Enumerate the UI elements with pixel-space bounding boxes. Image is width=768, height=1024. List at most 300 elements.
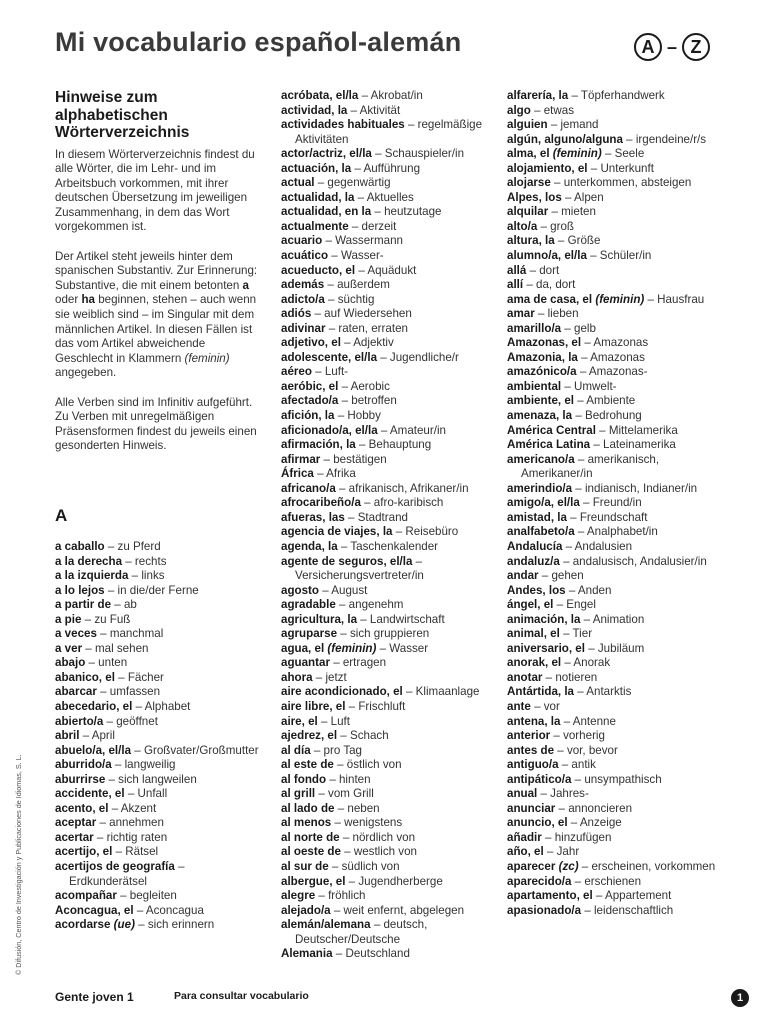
book-title: Gente joven 1 (55, 990, 134, 1004)
vocab-translation: geöffnet (116, 714, 158, 728)
vocab-entry (281, 773, 496, 788)
column-1 (55, 89, 260, 933)
vocab-entry (281, 671, 496, 686)
vocab-entry (281, 729, 496, 744)
vocab-translation: heutzutage (384, 205, 442, 219)
vocab-headword: accidente, el (55, 787, 125, 801)
vocab-headword: abuelo/a, el/la (55, 743, 132, 757)
vocab-headword: apasionado/a (507, 903, 582, 917)
vocab-translation: sich langweilen (118, 772, 197, 786)
vocab-translation: Jahr (556, 845, 580, 859)
vocab-translation: Aquädukt (367, 263, 417, 277)
vocab-entry (507, 642, 722, 657)
vocab-headword: aceptar (55, 816, 97, 830)
vocab-headword: africano/a (281, 481, 336, 495)
vocab-headword: a caballo (55, 539, 105, 553)
vocab-separator: – (311, 307, 325, 321)
vocab-translation: Jahres- (550, 787, 589, 801)
vocab-separator: – (347, 103, 360, 117)
vocab-separator: – (357, 612, 370, 626)
vocab-translation: richtig raten (106, 830, 168, 844)
vocab-entry (507, 409, 722, 424)
vocab-entry (281, 642, 496, 657)
vocab-headword: abarcar (55, 685, 97, 699)
vocab-headword: animación, la (507, 612, 581, 626)
vocab-headword: aficionado/a, el/la (281, 423, 378, 437)
vocab-entry (507, 758, 722, 773)
vocab-translation: unterkommen, absteigen (563, 176, 692, 190)
vocab-headword: apartamento, el (507, 889, 593, 903)
vocab-entry (507, 394, 722, 409)
vocab-headword: aburrido/a (55, 758, 112, 772)
vocab-entry (281, 482, 496, 497)
vocab-headword: ambiente, el (507, 394, 575, 408)
vocab-translation: Seele (614, 147, 645, 161)
vocab-translation: Schüler/in (599, 249, 652, 263)
vocab-separator: – (122, 554, 135, 568)
vocab-headword: agosto (281, 583, 320, 597)
vocab-separator: – (334, 801, 348, 815)
vocab-translation: vorherig (563, 729, 605, 743)
vocab-headword: América Latina (507, 438, 591, 452)
vocab-headword: abajo (55, 656, 86, 670)
vocab-separator: – (402, 685, 416, 699)
vocab-headword: además (281, 278, 325, 292)
vocab-separator: – (530, 699, 544, 713)
vocab-separator: – (554, 743, 567, 757)
vocab-entry (281, 424, 496, 439)
vocab-translation: Adjektiv (353, 336, 394, 350)
vocab-separator: – (317, 714, 331, 728)
intro-paragraph-3: Alle Verben sind im Infinitiv aufgeführt. Zu Verben mit unregelmäßigen Präsensformen findest du jeweils einen gesonderten Hinweis. (55, 395, 257, 453)
vocab-entry (281, 787, 496, 802)
vocab-entry (507, 700, 722, 715)
vocab-entry (507, 191, 722, 206)
vocab-separator: – (358, 89, 371, 102)
vocab-translation: Schach (349, 729, 389, 743)
vocab-headword: amar (507, 307, 535, 321)
vocab-separator: – (565, 583, 578, 597)
vocab-headword: alemán/alemana (281, 918, 371, 932)
vocab-translation: Luft (330, 714, 350, 728)
vocab-translation: antik (571, 758, 596, 772)
vocab-entry (507, 147, 722, 162)
vocab-separator: – (103, 714, 117, 728)
vocab-separator: – (571, 772, 585, 786)
vocab-entry (281, 700, 496, 715)
vocab-entry (507, 220, 722, 235)
vocab-entry (507, 787, 722, 802)
vocab-entry (281, 918, 496, 947)
vocab-entry (507, 205, 722, 220)
vocab-entry (281, 380, 496, 395)
vocab-translation: Unfall (137, 787, 168, 801)
vocab-translation: Wasser- (340, 249, 384, 263)
vocab-translation: Amateur/in (389, 423, 446, 437)
vocab-note: (ue) (113, 918, 135, 932)
vocab-entry (281, 802, 496, 817)
vocab-entry (281, 234, 496, 249)
vocab-headword: acertijos de geografía (55, 860, 175, 873)
vocab-translation: Aktivität (359, 103, 401, 117)
vocab-entry (507, 802, 722, 817)
vocab-separator: – (332, 947, 346, 961)
vocab-translation: Taschenkalender (350, 539, 439, 553)
vocab-separator: – (526, 263, 540, 277)
vocab-entry (281, 758, 496, 773)
vocab-separator: – (334, 409, 348, 423)
vocab-separator: – (537, 219, 551, 233)
vocab-translation: dort (539, 263, 560, 277)
vocab-entry (55, 787, 260, 802)
vocab-entry (507, 365, 722, 380)
vocab-translation: derzeit (361, 219, 397, 233)
vocab-headword: actuación, la (281, 161, 352, 175)
vocab-headword: al día (281, 743, 311, 757)
vocab-translation: gelb (574, 321, 596, 335)
vocab-translation: vor, bevor (566, 743, 618, 757)
vocab-translation: Deutschland (345, 947, 410, 961)
vocab-separator: – (310, 743, 324, 757)
vocab-headword: año, el (507, 845, 544, 859)
vocab-translation: südlich von (341, 859, 400, 873)
vocab-separator: – (340, 336, 354, 350)
vocab-entry (507, 685, 722, 700)
vocab-headword: Andes, los (507, 583, 566, 597)
vocab-headword: al oeste de (281, 845, 341, 859)
vocab-translation: zu Pferd (117, 539, 161, 553)
vocab-entry (55, 627, 260, 642)
vocab-translation: Aerobic (350, 379, 390, 393)
vocab-translation: leidenschaftlich (593, 903, 674, 917)
vocab-headword: aeróbic, el (281, 379, 339, 393)
vocab-translation: pro Tag (323, 743, 363, 757)
vocab-translation: unten (98, 656, 128, 670)
vocab-translation: Stadtrand (357, 510, 408, 524)
vocab-headword: actor/actriz, el/la (281, 147, 372, 161)
vocab-translation: Akzent (120, 801, 157, 815)
vocab-translation: in die/der Ferne (117, 583, 199, 597)
vocab-translation: Ambiente (586, 394, 636, 408)
vocab-translation: Jubiläum (597, 641, 645, 655)
vocab-headword: agente de seguros, el/la (281, 554, 413, 568)
vocab-entry (281, 394, 496, 409)
vocab-separator: – (601, 147, 615, 161)
vocab-translation: Bedrohung (584, 409, 642, 423)
vocab-entry (507, 438, 722, 453)
vocab-translation: rechts (134, 554, 167, 568)
vocab-separator: – (85, 656, 99, 670)
vocab-separator: – (566, 510, 580, 524)
range-start-letter: A (634, 33, 662, 61)
range-dash: – (667, 36, 678, 57)
vocab-entry (55, 831, 260, 846)
vocab-translation: hinzufügen (554, 830, 612, 844)
vocab-separator: – (538, 569, 552, 583)
vocab-translation: Umwelt- (574, 379, 617, 393)
vocab-note: (feminin) (552, 147, 602, 161)
vocab-headword: actualmente (281, 219, 349, 233)
vocab-entry (507, 816, 722, 831)
vocab-entry (55, 584, 260, 599)
vocab-headword: anotar (507, 670, 543, 684)
vocab-separator: – (558, 758, 572, 772)
vocab-entry (507, 424, 722, 439)
vocab-headword: ante (507, 699, 531, 713)
vocab-translation: afro-karibisch (373, 496, 444, 510)
vocab-translation: Lateinamerika (603, 438, 676, 452)
vocab-entry (507, 744, 722, 759)
vocab-entry (507, 584, 722, 599)
vocab-separator: – (562, 539, 575, 553)
page-title: Mi vocabulario español-alemán (55, 27, 462, 57)
vocab-entry (55, 904, 260, 919)
vocab-entry (55, 816, 260, 831)
vocab-entry (507, 598, 722, 613)
vocab-separator: – (104, 583, 118, 597)
vocab-separator: – (568, 89, 581, 102)
vocab-headword: ajedrez, el (281, 729, 338, 743)
vocab-translation: wenigstens (344, 816, 403, 830)
section-letter: A (55, 505, 68, 525)
vocab-entry (281, 860, 496, 875)
vocab-headword: al norte de (281, 830, 340, 844)
alphabet-range-badge (634, 33, 710, 61)
vocab-headword: actualidad, la (281, 190, 355, 204)
vocab-entry (281, 685, 496, 700)
vocab-translation: Schauspieler/in (384, 147, 465, 161)
vocab-translation: Unterkunft (600, 161, 654, 175)
vocab-entry (507, 264, 722, 279)
vocab-headword: alfarería, la (507, 89, 569, 102)
vocab-entry (507, 904, 722, 919)
vocab-entry (281, 162, 496, 177)
vocab-headword: aniversario, el (507, 641, 585, 655)
vocab-headword: amenaza, la (507, 409, 573, 423)
vocab-entry (281, 191, 496, 206)
vocab-separator: – (574, 525, 587, 539)
vocab-headword: analfabeto/a (507, 525, 575, 539)
vocab-note: (feminin) (595, 292, 645, 306)
vocab-entry (281, 715, 496, 730)
vocab-translation: August (331, 583, 368, 597)
column-3 (507, 89, 722, 918)
vocab-separator: – (377, 350, 390, 364)
column-2 (281, 89, 496, 962)
vocab-translation: Jugendliche/r (389, 350, 459, 364)
vocab-entry (507, 831, 722, 846)
vocab-translation: Afrika (326, 467, 356, 481)
vocab-separator: – (622, 132, 636, 146)
vocab-translation: Amazonas (593, 336, 649, 350)
vocab-translation: gegenwärtig (327, 176, 391, 190)
vocab-headword: adolescente, el/la (281, 350, 378, 364)
vocab-translation: Alpen (574, 190, 604, 204)
vocab-separator: – (326, 772, 339, 786)
vocab-headword: alojamiento, el (507, 161, 588, 175)
vocab-entry (507, 336, 722, 351)
vocab-translation: irgendeine/r/s (635, 132, 707, 146)
vocab-headword: a la izquierda (55, 569, 129, 583)
vocab-separator: – (351, 161, 364, 175)
vocab-translation: deutsch, Deutscher/Deutsche (295, 918, 428, 946)
vocab-translation: bestätigen (333, 452, 387, 466)
vocab-translation: Frischluft (358, 699, 406, 713)
vocab-translation: Jugendherberge (358, 874, 443, 888)
vocab-headword: antes de (507, 743, 555, 757)
vocab-translation: raten, erraten (338, 321, 408, 335)
vocab-headword: Aconcagua, el (55, 903, 134, 917)
vocab-headword: ambiental (507, 379, 562, 393)
vocab-separator: – (328, 249, 341, 263)
vocab-headword: andaluz/a (507, 554, 560, 568)
vocab-headword: Antártida, la (507, 685, 574, 699)
vocab-entry (507, 162, 722, 177)
vocab-entry (507, 249, 722, 264)
vocab-separator: – (324, 278, 338, 292)
vocab-headword: alojarse (507, 176, 551, 190)
vocab-headword: ahora (281, 670, 313, 684)
vocab-translation: Luft- (324, 365, 349, 379)
vocab-separator: – (561, 321, 575, 335)
vocab-headword: algo (507, 103, 531, 117)
vocab-headword: altura, la (507, 234, 555, 248)
vocab-separator: – (561, 656, 574, 670)
vocab-entry (55, 845, 260, 860)
vocab-entry (507, 613, 722, 628)
vocab-entry (55, 671, 260, 686)
vocab-entry (507, 234, 722, 249)
vocab-headword: América Central (507, 423, 596, 437)
vocab-entry (281, 453, 496, 468)
vocab-headword: ángel, el (507, 598, 554, 612)
vocab-headword: actividades habituales (281, 118, 405, 132)
vocab-separator: – (325, 321, 339, 335)
vocab-headword: animal, el (507, 627, 560, 641)
vocab-headword: alejado/a (281, 903, 331, 917)
vocab-entry (281, 613, 496, 628)
vocab-translation: Animation (592, 612, 645, 626)
vocab-entry (507, 773, 722, 788)
vocab-translation: Wassermann (335, 234, 404, 248)
vocab-separator: – (81, 612, 95, 626)
vocab-entry (507, 133, 722, 148)
vocab-headword: aparecido/a (507, 874, 572, 888)
vocab-headword: abierto/a (55, 714, 104, 728)
vocab-separator: – (105, 772, 119, 786)
vocab-translation: Antenne (572, 714, 616, 728)
vocab-translation: betroffen (351, 394, 397, 408)
vocab-translation: Behauptung (368, 438, 432, 452)
vocab-headword: afectado/a (281, 394, 339, 408)
vocab-separator: – (96, 627, 110, 641)
vocab-separator: – (93, 830, 107, 844)
vocab-headword: agricultura, la (281, 612, 358, 626)
vocab-translation: mal sehen (94, 641, 149, 655)
vocab-translation: nördlich von (352, 830, 416, 844)
vocab-headword: acueducto, el (281, 263, 356, 277)
vocab-separator: – (523, 278, 537, 292)
vocab-translation: Wasser (389, 641, 429, 655)
vocab-separator: – (404, 118, 418, 132)
vocab-translation: neben (347, 801, 380, 815)
vocab-entry (507, 656, 722, 671)
vocab-separator: – (338, 394, 352, 408)
vocab-translation: weit enfernt, abgelegen (343, 903, 465, 917)
vocab-headword: anorak, el (507, 656, 562, 670)
vocab-entry (281, 598, 496, 613)
vocab-headword: americano/a (507, 452, 575, 466)
footer-subtitle: Para consultar vocabulario (174, 990, 309, 1002)
vocab-headword: aire, el (281, 714, 318, 728)
vocab-headword: afirmar (281, 452, 321, 466)
vocab-translation: Hobby (347, 409, 381, 423)
vocab-entry (507, 627, 722, 642)
vocab-headword: adivinar (281, 321, 326, 335)
vocab-translation: Anzeige (579, 816, 622, 830)
page-number: 1 (731, 989, 749, 1007)
vocab-entry (507, 322, 722, 337)
vocab-separator: – (581, 336, 594, 350)
vocab-separator: – (377, 423, 390, 437)
vocab-separator: – (315, 889, 329, 903)
vocab-separator: – (320, 452, 334, 466)
vocab-entry (507, 511, 722, 526)
vocab-separator: – (543, 845, 557, 859)
vocab-headword: antipático/a (507, 772, 572, 786)
vocab-headword: allí (507, 278, 524, 292)
vocab-headword: acuático (281, 249, 329, 263)
vocab-translation: Hausfrau (657, 292, 705, 306)
vocab-headword: amarillo/a (507, 321, 562, 335)
vocab-entry (281, 351, 496, 366)
vocab-headword: agua, el (281, 641, 325, 655)
vocab-separator: – (574, 452, 588, 466)
vocab-headword: anterior (507, 729, 551, 743)
vocab-separator: – (174, 860, 185, 873)
intro-paragraph-1: In diesem Wörterverzeichnis findest du alle Wörter, die im Lehr- und im Arbeitsbuch vorkommen, mit ihrer deutschen Übersetzung im jeweiligen Zusammenhang, in dem das Wort vorgekommen ist. (55, 147, 255, 234)
vocab-separator: – (581, 903, 594, 917)
vocab-separator: – (355, 438, 369, 452)
vocab-entry (507, 118, 722, 133)
vocab-separator: – (580, 612, 593, 626)
vocab-headword: al sur de (281, 859, 329, 873)
vocab-separator: – (572, 409, 585, 423)
vocab-translation: Aufführung (363, 161, 421, 175)
vocab-translation: westlich von (353, 845, 417, 859)
vocab-entry (281, 322, 496, 337)
vocab-entry (281, 278, 496, 293)
vocab-headword: antiguo/a (507, 758, 559, 772)
vocab-translation: amerikanisch, Amerikaner/in (521, 452, 660, 481)
vocab-translation: Mittelamerika (608, 423, 678, 437)
vocab-separator: – (371, 147, 385, 161)
vocab-note: (feminin) (327, 641, 377, 655)
intro-text-run: oder (55, 293, 82, 307)
vocab-separator: – (579, 496, 593, 510)
vocab-headword: Andalucía (507, 539, 563, 553)
vocab-entry (507, 293, 722, 308)
vocab-separator: – (340, 845, 354, 859)
vocab-entry (281, 118, 496, 147)
vocab-entry (55, 656, 260, 671)
vocab-translation: außerdem (337, 278, 390, 292)
intro-heading: Hinweise zum alphabetischen Wörterverzeichnis (55, 89, 190, 141)
vocab-entry (281, 525, 496, 540)
vocab-translation: Appartement (604, 889, 672, 903)
vocab-headword: agruparse (281, 627, 338, 641)
vocab-separator: – (574, 685, 587, 699)
